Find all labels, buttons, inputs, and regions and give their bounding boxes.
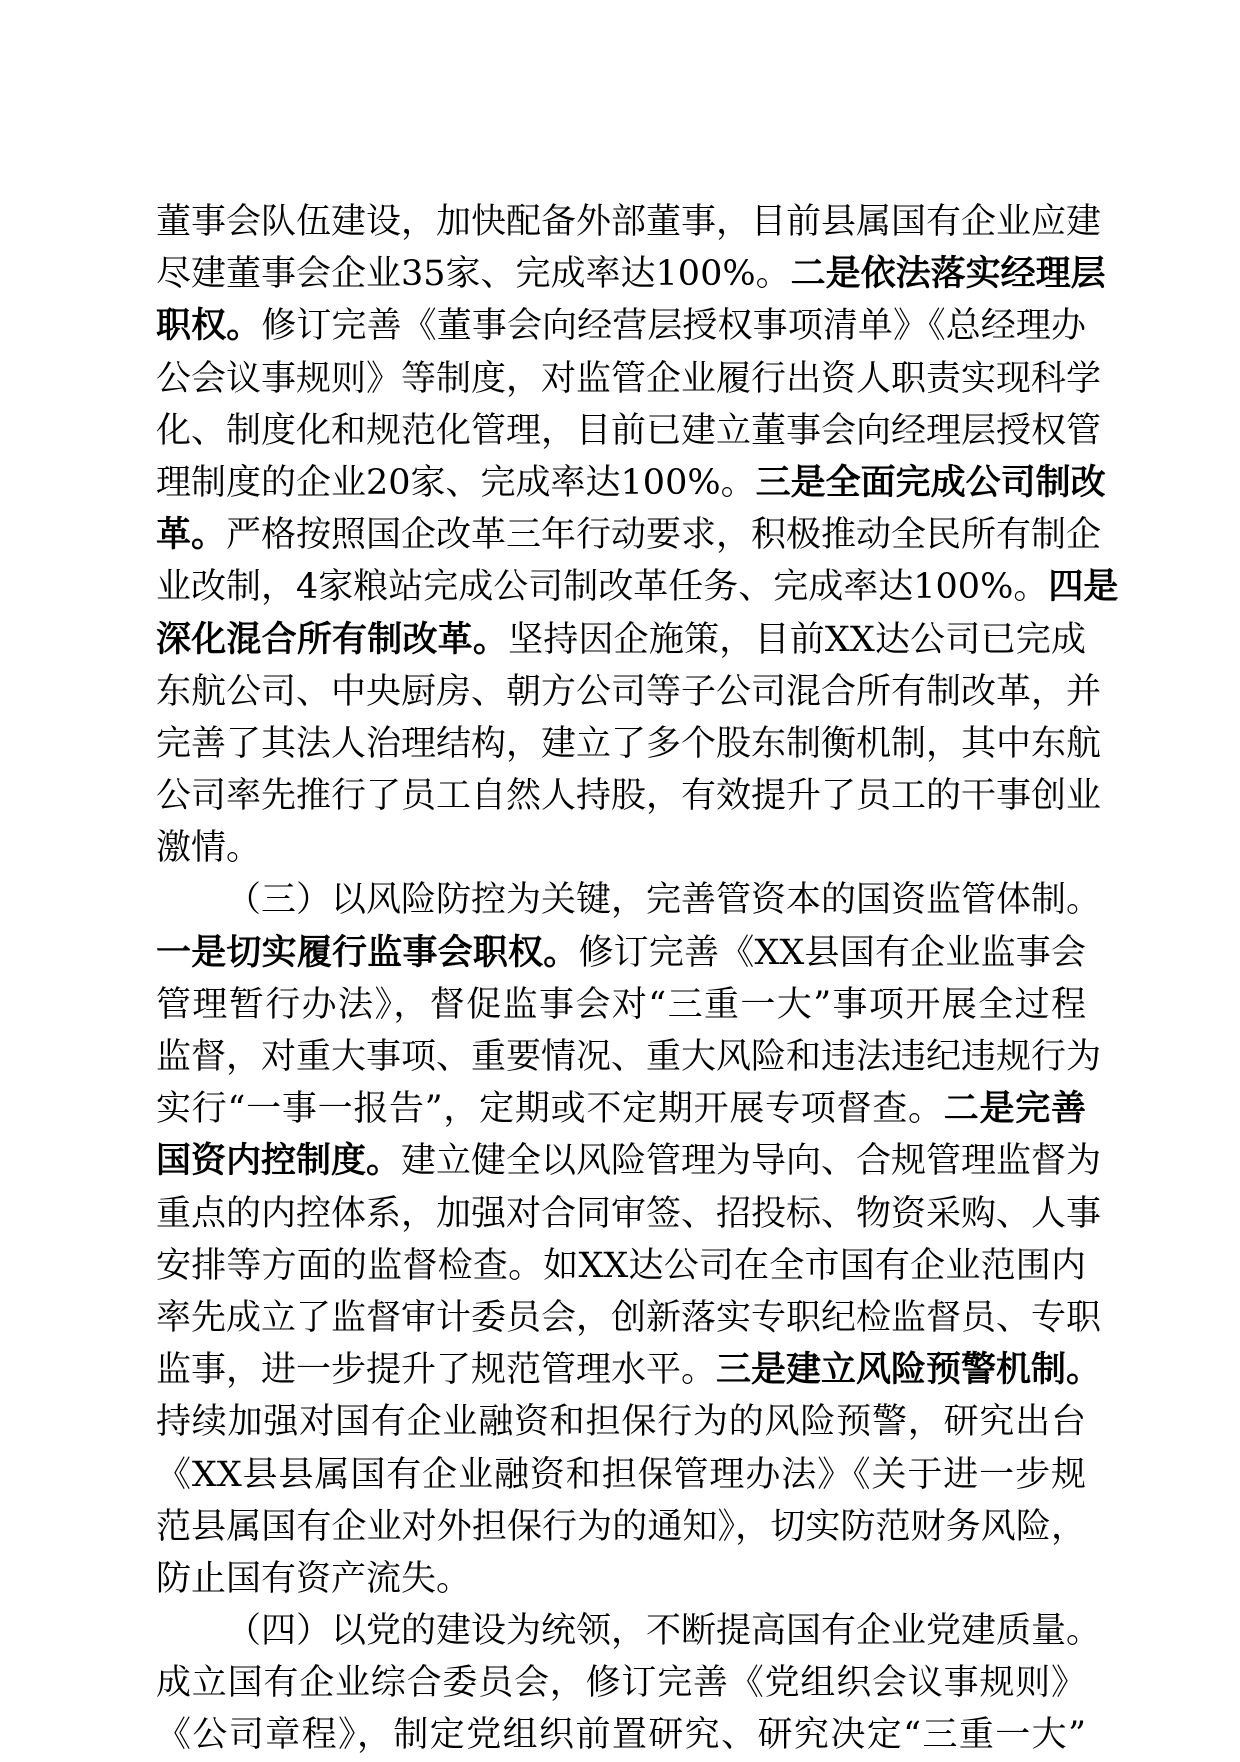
text-run: 严格按照国企改革三年行动要求，积极推动全民所有制企: [226, 515, 1102, 556]
text-run: 公会议事规则》等制度，对监管企业履行出资人职责实现科学: [156, 358, 1102, 399]
text-run: 防止国有资产流失。: [156, 1558, 472, 1599]
text-line: [156, 1031, 1102, 1083]
bold-text-run: 二是依法落实经理层: [790, 253, 1106, 295]
text-line: [156, 718, 1102, 770]
text-run: （三）以风险防控为关键，完善管资本的国资监管体制。: [226, 880, 1102, 921]
bold-text-run: 三是全面完成公司制改: [755, 461, 1106, 503]
text-line: [156, 1657, 1086, 1709]
section-heading-line: [156, 1605, 1102, 1657]
text-line: [156, 353, 1102, 405]
text-run: 激情。: [156, 828, 262, 869]
text-line: [156, 1501, 1086, 1553]
text-line: [156, 457, 1106, 509]
text-run: 率先成立了监督审计委员会，创新落实专职纪检监督员、专职: [156, 1297, 1102, 1338]
text-run: 业改制，4家粮站完成公司制改革任务、完成率达100%。: [156, 567, 1049, 608]
text-run: 完善了其法人治理结构，建立了多个股东制衡机制，其中东航: [156, 723, 1102, 764]
text-run: 《XX县县属国有企业融资和担保管理办法》《关于进一步规: [156, 1454, 1086, 1495]
text-line: [156, 1240, 1086, 1292]
text-line: [156, 1553, 1086, 1605]
text-run: 持续加强对国有企业融资和担保行为的风险预警，研究出台: [156, 1402, 1086, 1443]
text-run: 化、制度化和规范化管理，目前已建立董事会向经理层授权管: [156, 410, 1102, 451]
bold-text-run: 二是完善: [943, 1088, 1086, 1130]
text-run: 东航公司、中央厨房、朝方公司等子公司混合所有制改革，并: [156, 671, 1102, 712]
text-run: 建立健全以风险管理为导向、合规管理监督为: [401, 1141, 1102, 1182]
text-line: [156, 1135, 1102, 1187]
text-line: [156, 1449, 1086, 1501]
bold-text-run: 职权。: [156, 305, 262, 347]
text-run: 实行“一事一报告”，定期或不定期开展专项督查。: [156, 1089, 944, 1130]
text-line: [156, 1188, 1102, 1240]
text-line: [156, 248, 1106, 300]
text-run: 范县属国有企业对外担保行为的通知》，切实防范财务风险，: [156, 1506, 1086, 1547]
text-run: 安排等方面的监督检查。如XX达公司在全市国有企业范围内: [156, 1245, 1086, 1286]
text-line: [156, 405, 1102, 457]
body-text: [156, 196, 1119, 1762]
text-run: 监事，进一步提升了规范管理水平。: [156, 1350, 717, 1391]
text-run: （四）以党的建设为统领，不断提高国有企业党建质量。: [226, 1611, 1102, 1652]
text-run: 公司率先推行了员工自然人持股，有效提升了员工的干事创业: [156, 776, 1102, 817]
bold-text-run: 深化混合所有制改革。: [156, 618, 509, 660]
text-line: [156, 300, 1086, 352]
text-run: 坚持因企施策，目前XX达公司已完成: [508, 619, 1086, 660]
text-run: 管理暂行办法》，督促监事会对“三重一大”事项开展全过程: [156, 984, 1086, 1025]
text-run: 修订完善《董事会向经营层授权事项清单》《总经理办: [261, 306, 1086, 347]
text-line: [156, 666, 1102, 718]
text-line: [156, 196, 1102, 248]
text-run: 修订完善《XX县国有企业监事会: [578, 932, 1086, 973]
bold-text-run: 四是: [1048, 566, 1119, 608]
text-line: [156, 509, 1102, 561]
text-line: [156, 927, 1086, 979]
text-run: 理制度的企业20家、完成率达100%。: [156, 462, 756, 503]
text-line: [156, 614, 1086, 666]
text-line: [156, 1083, 1086, 1135]
text-run: 重点的内控体系，加强对合同审签、招投标、物资采购、人事: [156, 1193, 1102, 1234]
text-line: [156, 1396, 1086, 1448]
text-line: [156, 822, 1086, 874]
text-line: [156, 770, 1102, 822]
text-line: [156, 1292, 1102, 1344]
text-run: 成立国有企业综合委员会，修订完善《党组织会议事规则》: [156, 1663, 1086, 1704]
bold-text-run: 国资内控制度。: [156, 1140, 402, 1182]
bold-text-run: 三是建立风险预警机制。: [716, 1349, 1102, 1391]
text-run: 董事会队伍建设，加快配备外部董事，目前县属国有企业应建: [156, 202, 1102, 242]
bold-text-run: 一是切实履行监事会职权。: [156, 931, 579, 973]
text-line: [156, 561, 1119, 613]
text-line: [156, 1344, 1102, 1396]
section-heading-line: [156, 874, 1102, 926]
text-run: 尽建董事会企业35家、完成率达100%。: [156, 254, 791, 295]
text-line: [156, 979, 1086, 1031]
text-run: 《公司章程》，制定党组织前置研究、研究决定“三重一大”: [156, 1715, 1086, 1756]
bold-text-run: 革。: [156, 514, 227, 556]
text-run: 监督，对重大事项、重要情况、重大风险和违法违纪违规行为: [156, 1037, 1102, 1077]
